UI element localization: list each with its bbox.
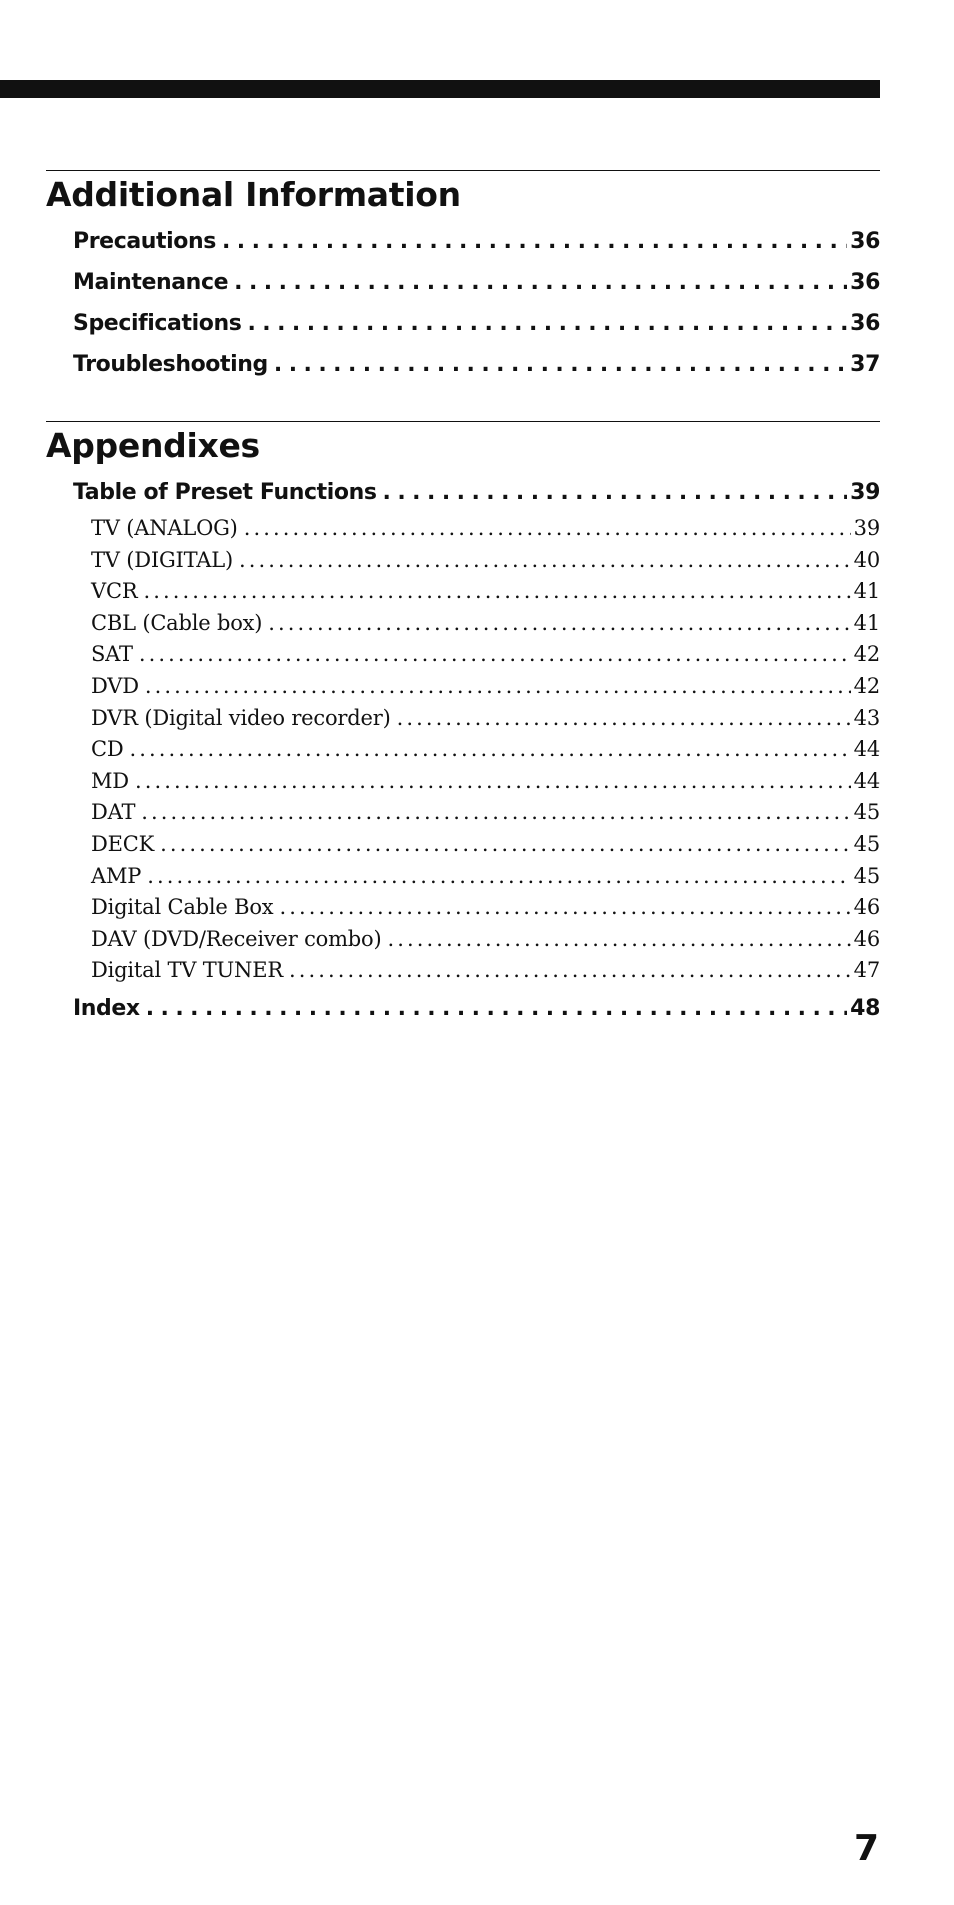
toc-entry-page: 36	[850, 270, 880, 295]
dot-leader	[143, 579, 850, 603]
dot-leader	[289, 958, 851, 982]
toc-entry-label: DVD	[91, 673, 139, 698]
toc-entry-page: 44	[853, 768, 880, 793]
dot-leader	[145, 674, 851, 698]
toc-entry-label: Precautions	[73, 229, 216, 254]
toc-subentry[interactable]	[46, 611, 880, 643]
toc-entry-page: 42	[853, 642, 880, 667]
toc-subentry[interactable]	[46, 769, 880, 801]
toc-subentry[interactable]	[46, 706, 880, 738]
dot-leader	[268, 611, 850, 635]
toc-entry-label: Index	[73, 995, 140, 1021]
toc-entry-page: 39	[850, 480, 880, 505]
dot-leader	[139, 642, 851, 666]
toc-entry-page: 41	[853, 579, 880, 604]
toc-entry-label: DECK	[91, 831, 155, 856]
section-appendixes	[46, 421, 880, 1037]
toc-subentry[interactable]	[46, 737, 880, 769]
toc-entry-label: Troubleshooting	[73, 352, 268, 377]
dot-leader	[130, 737, 851, 761]
toc-entry-page: 46	[853, 926, 880, 951]
toc-entry[interactable]	[46, 270, 880, 311]
toc-entry-page: 36	[850, 229, 880, 254]
section-title: Additional Information	[46, 175, 461, 214]
toc-entry[interactable]	[46, 229, 880, 270]
toc-entry-label: DAV (DVD/Receiver combo)	[91, 926, 382, 951]
dot-leader	[222, 229, 847, 254]
toc-entry-page: 37	[850, 352, 880, 377]
dot-leader	[234, 270, 847, 295]
header-bar	[0, 80, 880, 98]
toc-subentry[interactable]	[46, 579, 880, 611]
toc-entry-page: 47	[853, 958, 880, 983]
dot-leader	[146, 996, 847, 1021]
dot-leader	[141, 800, 850, 824]
dot-leader	[239, 548, 851, 572]
toc-subentry[interactable]	[46, 642, 880, 674]
toc-entry-page: 46	[853, 895, 880, 920]
toc-entry-page: 36	[850, 311, 880, 336]
dot-leader	[135, 769, 851, 793]
toc-entry-label: CBL (Cable box)	[91, 610, 263, 635]
dot-leader	[244, 516, 851, 540]
dot-leader	[274, 352, 847, 377]
toc-entry-page: 42	[853, 673, 880, 698]
section-divider	[46, 421, 880, 422]
toc-entry-page: 45	[853, 831, 880, 856]
toc-entry-label: AMP	[91, 863, 142, 888]
toc-entry-page: 48	[850, 995, 880, 1021]
toc-entry-label: TV (ANALOG)	[91, 516, 238, 540]
toc-subentry[interactable]	[46, 864, 880, 896]
toc-entry-label: Specifications	[73, 311, 242, 336]
toc-subentry[interactable]	[46, 800, 880, 832]
toc-entry-label: TV (DIGITAL)	[91, 547, 234, 572]
toc-entry-page: 43	[853, 705, 880, 730]
toc-entry[interactable]	[46, 311, 880, 352]
toc-entry-label: Table of Preset Functions	[73, 480, 377, 505]
toc-entry-label: VCR	[91, 579, 138, 604]
section-additional-information	[46, 170, 880, 393]
dot-leader	[387, 927, 850, 951]
toc-entry-label: Maintenance	[73, 270, 229, 295]
page-number: 7	[853, 1828, 879, 1869]
dot-leader	[383, 480, 848, 505]
section-title: Appendixes	[46, 426, 260, 465]
dot-leader	[397, 706, 851, 730]
toc-entry[interactable]	[46, 996, 880, 1037]
toc-subentry[interactable]	[46, 548, 880, 580]
toc-subentry[interactable]	[46, 832, 880, 864]
toc-entry-label: Digital TV TUNER	[91, 958, 283, 983]
toc-entry-label: MD	[91, 768, 129, 793]
dot-leader	[279, 895, 850, 919]
toc-entry[interactable]	[46, 480, 880, 516]
toc-entry-page: 41	[853, 610, 880, 635]
toc-subentry[interactable]	[46, 958, 880, 990]
toc-entry-page: 44	[853, 737, 880, 762]
dot-leader	[160, 832, 851, 856]
toc-entry-page: 40	[853, 547, 880, 572]
toc-entry[interactable]	[46, 352, 880, 393]
toc-entry-label: CD	[91, 737, 124, 762]
toc-entry-label: DAT	[91, 800, 136, 825]
toc-subentry[interactable]	[46, 516, 880, 548]
toc-entry-page: 45	[853, 863, 880, 888]
toc-entry-page: 39	[853, 516, 880, 540]
toc-subentry[interactable]	[46, 895, 880, 927]
toc-entry-label: Digital Cable Box	[91, 895, 274, 920]
dot-leader	[247, 311, 847, 336]
section-divider	[46, 170, 880, 171]
dot-leader	[147, 864, 850, 888]
toc-entry-page: 45	[853, 800, 880, 825]
toc-subentry[interactable]	[46, 927, 880, 959]
toc-subentry[interactable]	[46, 674, 880, 706]
toc-entry-label: SAT	[91, 642, 133, 667]
toc-entry-label: DVR (Digital video recorder)	[91, 705, 391, 730]
